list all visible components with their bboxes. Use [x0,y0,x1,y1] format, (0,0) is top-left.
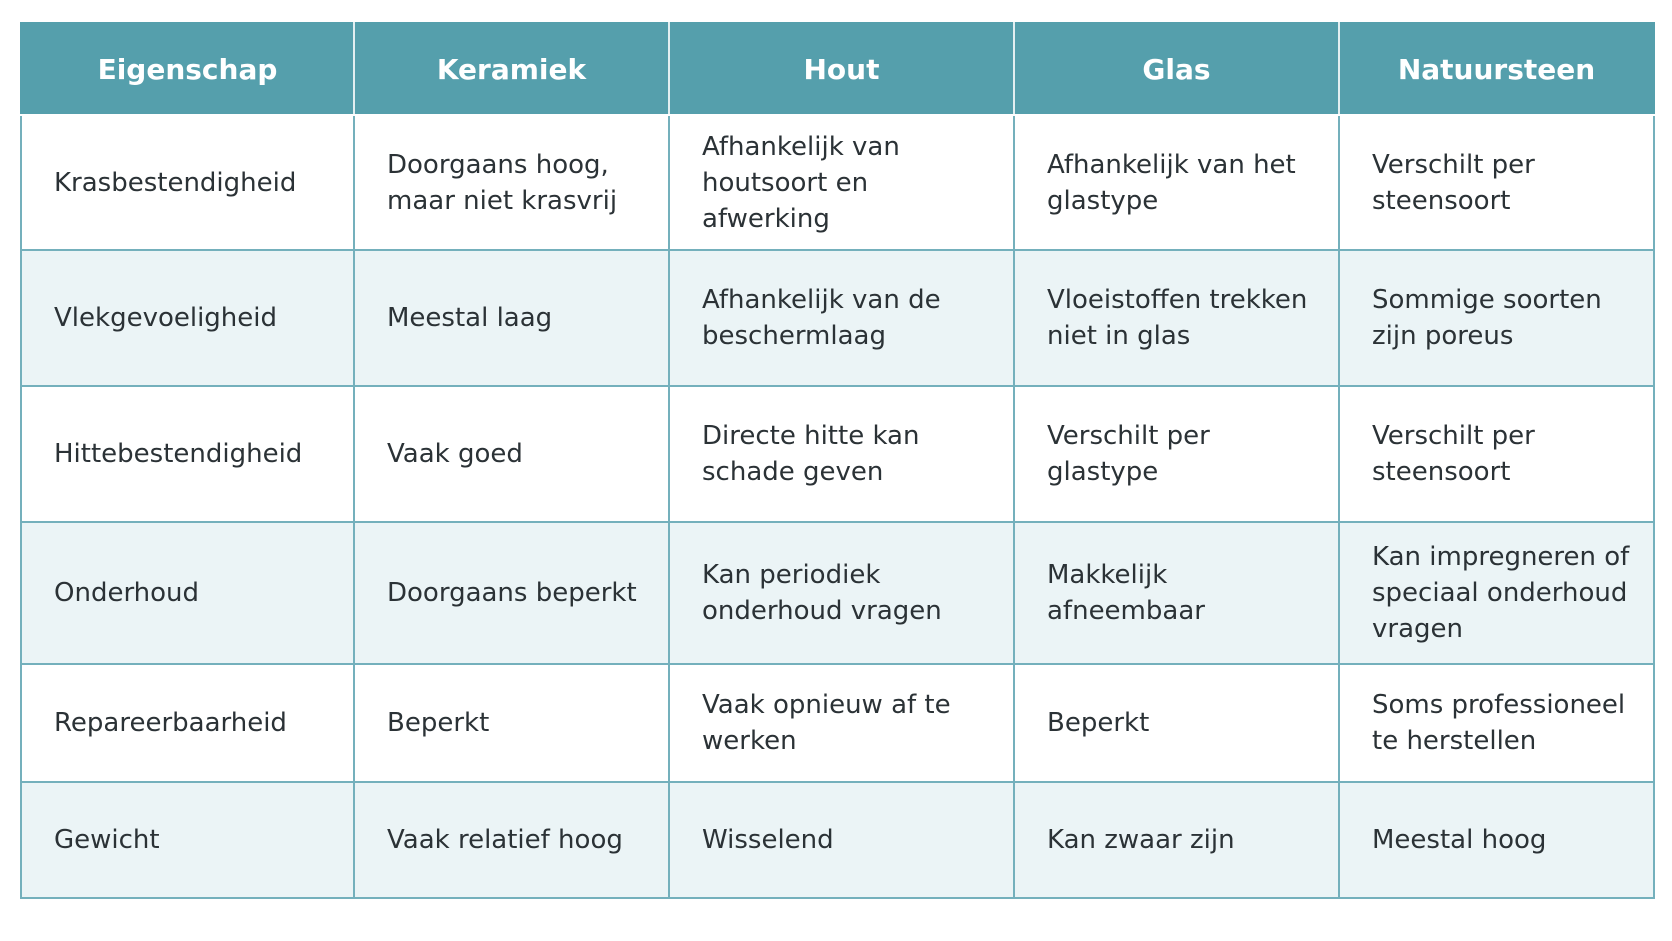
table-cell: Soms professioneel te herstellen [1339,664,1654,782]
table-row [21,522,1654,664]
table-row [21,250,1654,386]
table-row [21,782,1654,898]
table-cell: Verschilt per glastype [1014,386,1339,522]
table-row [21,115,1654,250]
property-cell: Krasbestendigheid [21,115,354,250]
table-cell: Afhankelijk van houtsoort en afwerking [669,115,1014,250]
table-cell: Vloeistoffen trekken niet in glas [1014,250,1339,386]
table-cell: Afhankelijk van de beschermlaag [669,250,1014,386]
table-cell: Doorgaans beperkt [354,522,669,664]
table-cell: Meestal hoog [1339,782,1654,898]
table-cell: Wisselend [669,782,1014,898]
table-cell: Sommige soorten zijn poreus [1339,250,1654,386]
table-body [21,115,1654,898]
table-cell: Meestal laag [354,250,669,386]
table-cell: Verschilt per steensoort [1339,386,1654,522]
table-cell: Vaak relatief hoog [354,782,669,898]
table-cell: Doorgaans hoog, maar niet krasvrij [354,115,669,250]
property-cell: Repareerbaarheid [21,664,354,782]
column-header-natuursteen: Natuursteen [1339,23,1654,115]
table-cell: Kan zwaar zijn [1014,782,1339,898]
table-cell: Directe hitte kan schade geven [669,386,1014,522]
table-cell: Kan impregneren of speciaal onderhoud vragen [1339,522,1654,664]
column-header-glas: Glas [1014,23,1339,115]
property-cell: Hittebestendigheid [21,386,354,522]
table-row [21,664,1654,782]
column-header-eigenschap: Eigenschap [21,23,354,115]
property-cell: Vlekgevoeligheid [21,250,354,386]
table-cell: Kan periodiek onderhoud vragen [669,522,1014,664]
table-cell: Verschilt per steensoort [1339,115,1654,250]
table-cell: Vaak opnieuw af te werken [669,664,1014,782]
table-cell: Vaak goed [354,386,669,522]
table-cell: Beperkt [1014,664,1339,782]
table-row [21,386,1654,522]
table-header [21,23,1654,115]
table-cell: Afhankelijk van het glastype [1014,115,1339,250]
comparison-table-container [20,22,1653,899]
header-row [21,23,1654,115]
table-cell: Beperkt [354,664,669,782]
property-cell: Gewicht [21,782,354,898]
material-comparison-table [20,22,1655,899]
table-cell: Makkelijk afneembaar [1014,522,1339,664]
property-cell: Onderhoud [21,522,354,664]
column-header-hout: Hout [669,23,1014,115]
column-header-keramiek: Keramiek [354,23,669,115]
